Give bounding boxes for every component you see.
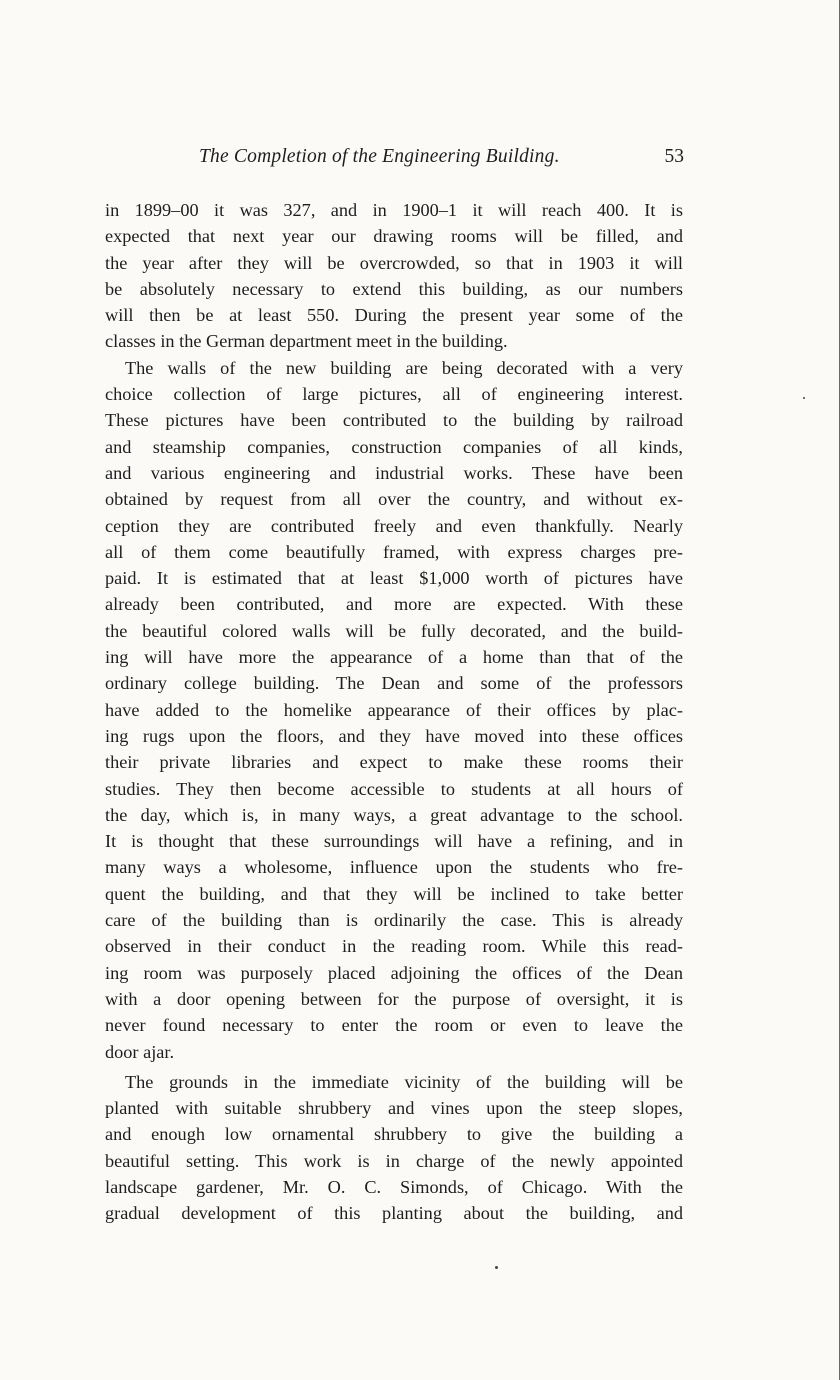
text-line: planted with suitable shrubbery and vines upon the steep slopes, <box>105 1098 683 1119</box>
text-line: the day, which is, in many ways, a great advantage to the school. <box>105 804 683 825</box>
text-line: already been contributed, and more are expected. With these <box>105 594 683 615</box>
text-line: and enough low ornamental shrubbery to give the building a <box>105 1124 683 1145</box>
text-line: their private libraries and expect to make these rooms their <box>105 752 683 773</box>
text-line: The grounds in the immediate vicinity of the building will be <box>125 1071 683 1092</box>
body-text <box>105 197 683 1227</box>
text-line: expected that next year our drawing rooms will be filled, and <box>105 226 683 247</box>
text-line: ing room was purposely placed adjoining the offices of the Dean <box>105 962 683 983</box>
text-line: landscape gardener, Mr. O. C. Simonds, of Chicago. With the <box>105 1176 683 1197</box>
text-line: These pictures have been contributed to the building by railroad <box>105 410 683 431</box>
text-line: quent the building, and that they will be inclined to take better <box>105 883 683 904</box>
page-header <box>104 146 684 180</box>
paragraph-enrollment <box>105 197 683 355</box>
text-line: paid. It is estimated that at least $1,000 worth of pictures have <box>105 568 683 589</box>
text-line: choice collection of large pictures, all of engineering interest. <box>105 384 683 405</box>
text-line: ing will have more the appearance of a home than that of the <box>105 647 683 668</box>
text-line: in 1899–00 it was 327, and in 1900–1 it will reach 400. It is <box>105 200 683 220</box>
print-speck <box>803 397 805 399</box>
text-line: will then be at least 550. During the present year some of the <box>105 305 683 326</box>
print-speck <box>495 1266 498 1269</box>
text-line: obtained by request from all over the country, and without ex- <box>105 489 683 510</box>
text-line: classes in the German department meet in the building. <box>105 331 508 352</box>
text-line: have added to the homelike appearance of their offices by plac- <box>105 699 683 720</box>
text-line: ing rugs upon the floors, and they have moved into these offices <box>105 725 683 746</box>
text-line: beautiful setting. This work is in charge of the newly appointed <box>105 1150 683 1171</box>
text-line: the year after they will be overcrowded, so that in 1903 it will <box>105 252 683 273</box>
text-line: be absolutely necessary to extend this building, as our numbers <box>105 278 683 299</box>
text-line: the beautiful colored walls will be fully decorated, and the build- <box>105 620 683 641</box>
running-head: The Completion of the Engineering Building. <box>199 146 560 167</box>
text-line: many ways a wholesome, influence upon the students who fre- <box>105 857 683 878</box>
paragraph-pictures <box>105 355 683 1065</box>
text-line: studies. They then become accessible to students at all hours of <box>105 778 683 799</box>
paragraph-grounds <box>105 1069 683 1227</box>
text-line: The walls of the new building are being decorated with a very <box>125 357 683 378</box>
text-line: It is thought that these surroundings will have a refining, and in <box>105 831 683 852</box>
text-line: and steamship companies, construction companies of all kinds, <box>105 436 683 457</box>
text-line: care of the building than is ordinarily the case. This is already <box>105 910 683 931</box>
text-line: gradual development of this planting about the building, and <box>105 1203 683 1224</box>
text-line: observed in their conduct in the reading room. While this read- <box>105 936 683 957</box>
text-line: with a door opening between for the purpose of oversight, it is <box>105 988 683 1009</box>
text-line: ception they are contributed freely and even thankfully. Nearly <box>105 515 683 536</box>
text-line: and various engineering and industrial works. These have been <box>105 462 683 483</box>
text-line: ordinary college building. The Dean and some of the professors <box>105 673 683 694</box>
text-line: door ajar. <box>105 1041 175 1062</box>
text-line: all of them come beautifully framed, with express charges pre- <box>105 541 683 562</box>
text-line: never found necessary to enter the room or even to leave the <box>105 1015 683 1036</box>
page-number: 53 <box>664 146 684 167</box>
